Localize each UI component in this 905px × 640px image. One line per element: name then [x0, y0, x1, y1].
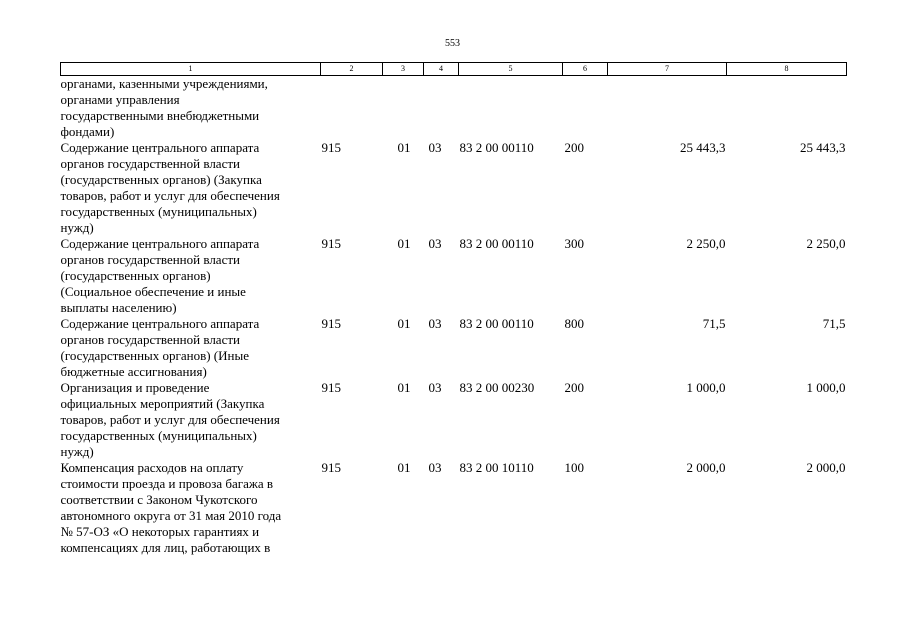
subsection-code-cell: 03 — [428, 460, 442, 475]
subsection-code-cell — [424, 76, 459, 141]
expense-name-line: нужд) — [60, 220, 94, 235]
expense-type-cell — [563, 76, 608, 141]
expense-name-line: компенсациях для лиц, работающих в — [60, 540, 271, 555]
column-header: 7 — [608, 63, 727, 76]
table-body — [61, 76, 847, 557]
expense-name-line: официальных мероприятий (Закупка — [60, 396, 265, 411]
table-row — [61, 380, 847, 460]
column-header: 1 — [61, 63, 321, 76]
expense-name-cell — [61, 380, 321, 460]
gr-code-cell: 915 — [321, 316, 341, 331]
gr-code-cell: 915 — [321, 380, 341, 395]
target-article-cell: 83 2 00 00110 — [459, 236, 534, 251]
expense-type-cell: 300 — [564, 236, 584, 251]
expense-name-line: (государственных органов) — [60, 268, 211, 283]
target-article-cell: 83 2 00 00230 — [459, 380, 535, 395]
expense-name-line: государственными внебюджетными — [60, 108, 260, 123]
expense-type-cell: 200 — [564, 380, 584, 395]
table-row — [61, 316, 847, 380]
section-code-cell: 01 — [397, 316, 411, 331]
amount-cell: 2 250,0 — [686, 236, 726, 251]
table-row — [61, 460, 847, 556]
expense-name-cell — [61, 140, 321, 236]
expense-name-line: нужд) — [60, 444, 94, 459]
expense-name-line: товаров, работ и услуг для обеспечения — [60, 412, 280, 427]
section-code-cell — [383, 76, 424, 141]
table-row — [61, 236, 847, 316]
column-header: 5 — [459, 63, 563, 76]
target-article-cell: 83 2 00 00110 — [459, 140, 534, 155]
page-number: 553 — [445, 38, 460, 49]
section-code-cell: 01 — [397, 460, 411, 475]
expense-name-line: Компенсация расходов на оплату — [60, 460, 244, 475]
column-header: 2 — [321, 63, 383, 76]
gr-code-cell: 915 — [321, 236, 341, 251]
expense-name-line: (государственных органов) (Закупка — [60, 172, 262, 187]
gr-code-cell — [321, 76, 383, 141]
amount-cell — [727, 76, 847, 141]
amount-cell: 1 000,0 — [686, 380, 726, 395]
expense-name-line: выплаты населению) — [60, 300, 177, 315]
table-row — [61, 140, 847, 236]
expense-type-cell: 100 — [564, 460, 584, 475]
target-article-cell: 83 2 00 10110 — [459, 460, 534, 475]
subsection-code-cell: 03 — [428, 380, 442, 395]
amount-cell — [608, 76, 727, 141]
expense-name-line: стоимости проезда и провоза багажа в — [60, 476, 274, 491]
subsection-code-cell: 03 — [428, 236, 442, 251]
expense-name-cell — [61, 316, 321, 380]
column-header: 4 — [424, 63, 459, 76]
expense-name-line: Содержание центрального аппарата — [60, 316, 260, 331]
expense-name-line: органами управления — [60, 92, 180, 107]
expense-name-line: № 57-ОЗ «О некоторых гарантиях и — [60, 524, 260, 539]
target-article-cell — [459, 76, 563, 141]
amount-cell: 2 250,0 — [806, 236, 846, 251]
amount-cell: 25 443,3 — [680, 140, 726, 155]
section-code-cell: 01 — [397, 380, 411, 395]
expense-name-line: органов государственной власти — [60, 156, 240, 171]
amount-cell: 71,5 — [702, 316, 726, 331]
expense-name-line: автономного округа от 31 мая 2010 года — [60, 508, 282, 523]
table-row — [61, 76, 847, 141]
expense-name-line: товаров, работ и услуг для обеспечения — [60, 188, 280, 203]
amount-cell: 2 000,0 — [686, 460, 726, 475]
gr-code-cell: 915 — [321, 140, 341, 155]
expense-name-line: органов государственной власти — [60, 252, 240, 267]
column-header: 6 — [563, 63, 608, 76]
column-header: 8 — [727, 63, 847, 76]
expense-name-line: Организация и проведение — [60, 380, 210, 395]
expense-name-line: (государственных органов) (Иные — [60, 348, 249, 363]
expense-name-line: государственных (муниципальных) — [60, 204, 257, 219]
expense-type-cell: 200 — [564, 140, 584, 155]
expense-name-line: Содержание центрального аппарата — [60, 140, 260, 155]
amount-cell: 71,5 — [822, 316, 846, 331]
expense-name-line: органами, казенными учреждениями, — [60, 76, 268, 91]
gr-code-cell: 915 — [321, 460, 341, 475]
section-code-cell: 01 — [397, 140, 411, 155]
section-code-cell: 01 — [397, 236, 411, 251]
subsection-code-cell: 03 — [428, 316, 442, 331]
expense-name-line: органов государственной власти — [60, 332, 240, 347]
expense-type-cell: 800 — [564, 316, 584, 331]
amount-cell: 1 000,0 — [806, 380, 846, 395]
expense-name-line: соответствии с Законом Чукотского — [60, 492, 258, 507]
expense-name-line: бюджетные ассигнования) — [60, 364, 207, 379]
header-row — [61, 63, 847, 76]
expense-name-cell — [61, 460, 321, 556]
expense-name-line: государственных (муниципальных) — [60, 428, 257, 443]
expense-name-line: (Социальное обеспечение и иные — [60, 284, 246, 299]
expense-name-cell — [61, 76, 321, 141]
subsection-code-cell: 03 — [428, 140, 442, 155]
expense-name-cell — [61, 236, 321, 316]
amount-cell: 2 000,0 — [806, 460, 846, 475]
expense-name-line: фондами) — [60, 124, 115, 139]
budget-table — [60, 62, 847, 556]
expense-name-line: Содержание центрального аппарата — [60, 236, 260, 251]
column-header: 3 — [383, 63, 424, 76]
amount-cell: 25 443,3 — [800, 140, 846, 155]
target-article-cell: 83 2 00 00110 — [459, 316, 534, 331]
